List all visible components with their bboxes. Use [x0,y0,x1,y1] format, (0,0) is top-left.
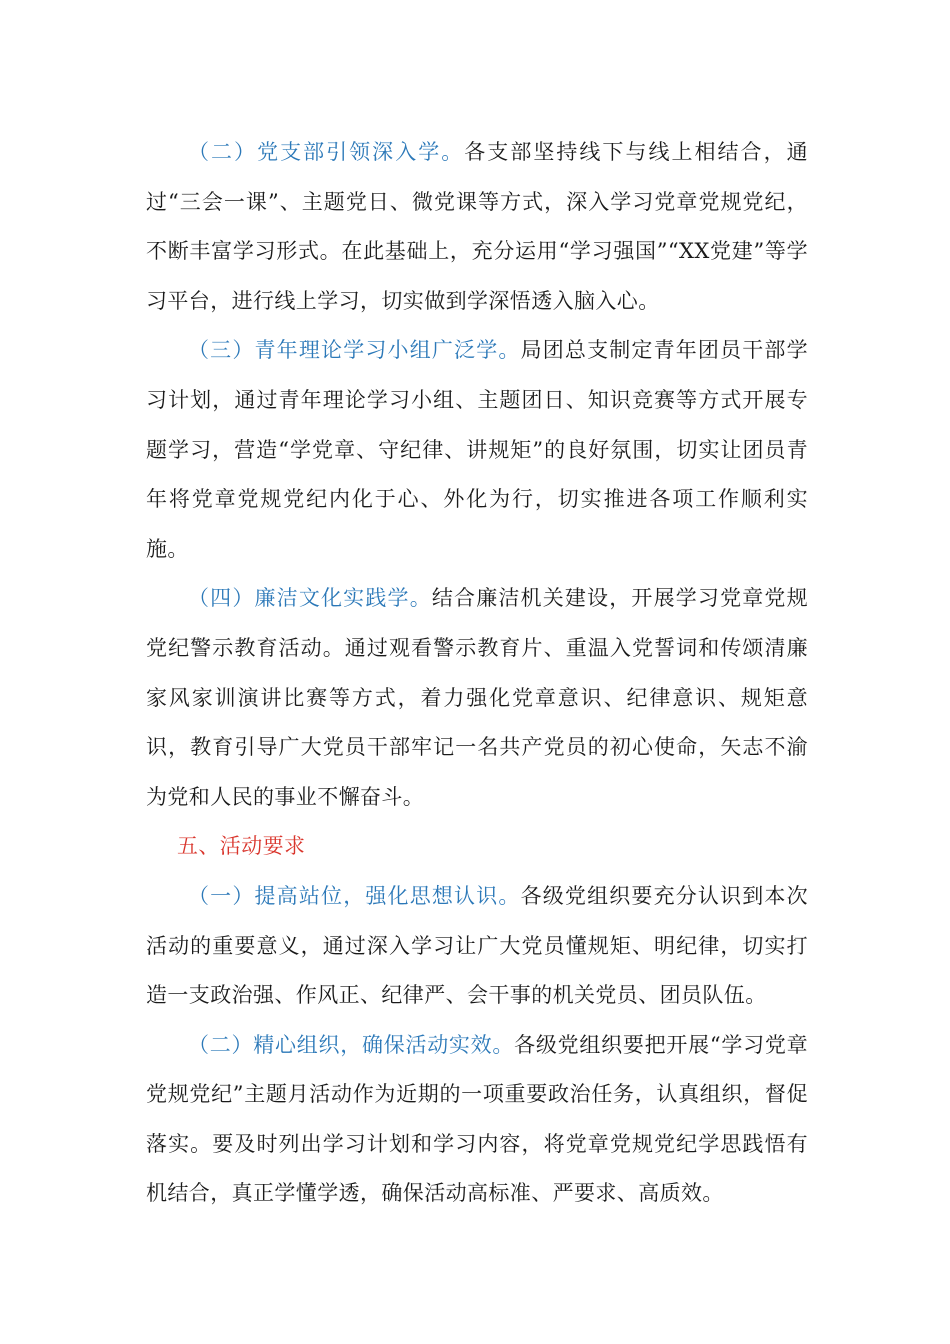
paragraph-heading: （四）廉洁文化实践学。 [188,586,432,611]
paragraph-party-branch-study [146,128,808,326]
paragraph-heading: （二）精心组织，确保活动实效。 [188,1032,515,1057]
paragraph-body: 结合廉洁机关建设，开展学习党章党规党纪警示教育活动。通过观看警示教育片、重温入党誓词和传颂清廉家风家训演讲比赛等方式，着力强化党章意识、纪律意识、规矩意识，教育引导广大党员干部牢记一名共产党员的初心使命，矢志不渝为党和人民的事业不懈奋斗。 [146,586,808,809]
paragraph-youth-study-group [146,326,808,574]
document-body [146,128,808,1219]
paragraph-heading: （三）青年理论学习小组广泛学。 [188,338,521,363]
paragraph-raise-awareness [146,872,808,1021]
paragraph-integrity-culture [146,574,808,822]
paragraph-body: 各级党组织要充分认识到本次活动的重要意义，通过深入学习让广大党员懂规矩、明纪律，切实打造一支政治强、作风正、纪律严、会干事的机关党员、团员队伍。 [146,883,809,1008]
paragraph-careful-organization [146,1021,808,1219]
paragraph-heading: （二）党支部引领深入学。 [188,140,465,164]
paragraph-body: 局团总支制定青年团员干部学习计划，通过青年理论学习小组、主题团日、知识竞赛等方式开展专题学习，营造“学党章、守纪律、讲规矩”的良好氛围，切实让团员青年将党章党规党纪内化于心、外化为行，切实推进各项工作顺利实施。 [146,338,809,561]
paragraph-heading: （一）提高站位，强化思想认识。 [188,883,521,908]
section-five-title: 五、活动要求 [177,834,306,859]
paragraph-body: 各级党组织要把开展“学习党章党规党纪”主题月活动作为近期的一项重要政治任务，认真组织，督促落实。要及时列出学习计划和学习内容，将党章党规党纪学思践悟有机结合，真正学懂学透，确保活动高标准、严要求、高质效。 [146,1032,808,1206]
paragraph-body: 各支部坚持线下与线上相结合，通过“三会一课”、主题党日、微党课等方式，深入学习党章党规党纪，不断丰富学习形式。在此基础上，充分运用“学习强国”“XX党建”等学习平台，进行线上学习，切实做到学深悟透入脑入心。 [146,140,808,313]
